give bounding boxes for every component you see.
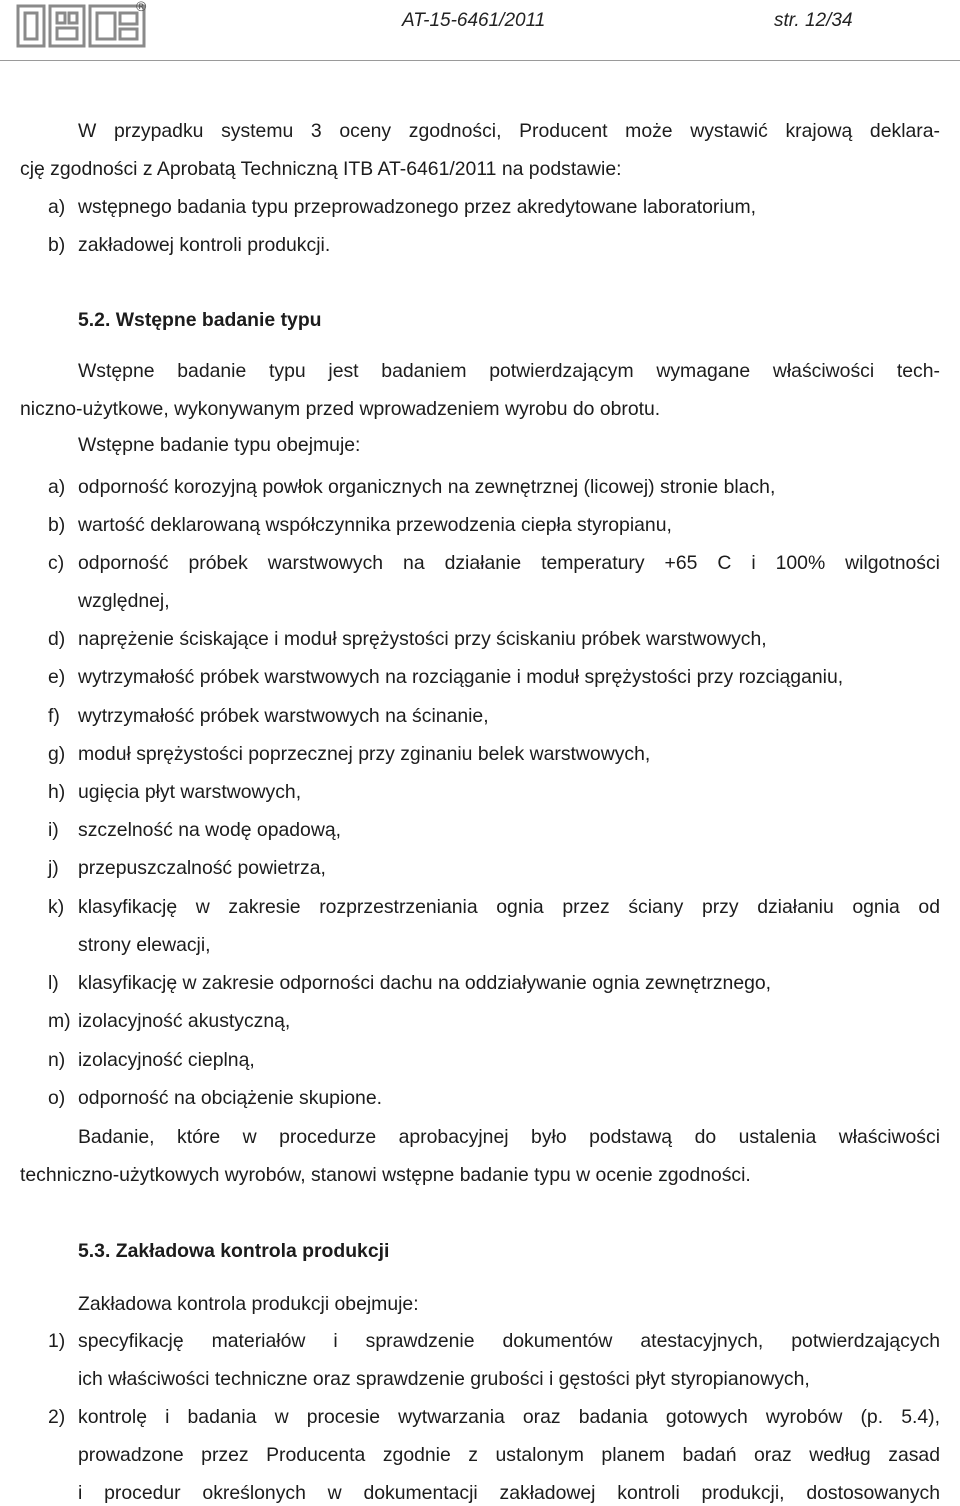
list-item-label: l) xyxy=(48,972,59,994)
intro-line-2: cję zgodności z Aprobatą Techniczną ITB AT-6461/2011 na podstawie: xyxy=(20,158,622,180)
list-item-label: h) xyxy=(48,781,66,803)
list-item-text: wytrzymałość próbek warstwowych na rozciąganie i moduł sprężystości przy rozciąganiu, xyxy=(78,666,844,688)
section52-para1-line1: Wstępne badanie typu jest badaniem potwierdzającym wymagane właściwości tech- xyxy=(78,360,940,382)
list-item-continuation: i procedur określonych w dokumentacji zakładowej kontroli produkcji, dostosowanych xyxy=(78,1482,940,1504)
list-item-label: k) xyxy=(48,896,65,918)
intro-item-text: zakładowej kontroli produkcji. xyxy=(78,234,331,256)
page-number: str. 12/34 xyxy=(774,10,853,31)
list-item-label: g) xyxy=(48,743,66,765)
list-item-label: m) xyxy=(48,1010,71,1032)
list-item-label: n) xyxy=(48,1049,66,1071)
list-item-label: b) xyxy=(48,514,66,536)
list-item-text: odporność korozyjną powłok organicznych na zewnętrznej (licowej) stronie blach, xyxy=(78,476,776,498)
section-heading-5-3: 5.3. Zakładowa kontrola produkcji xyxy=(78,1240,390,1262)
list-item-text: specyfikację materiałów i sprawdzenie dokumentów atestacyjnych, potwierdzających xyxy=(78,1330,940,1352)
list-item-text: wytrzymałość próbek warstwowych na ścinanie, xyxy=(78,705,489,727)
list-item-text: szczelność na wodę opadową, xyxy=(78,819,342,841)
page-header xyxy=(0,0,960,61)
list-item-label: c) xyxy=(48,552,65,574)
section52-para1-line2: niczno-użytkowe, wykonywanym przed wprowadzeniem wyrobu do obrotu. xyxy=(20,398,661,420)
list-item-label: e) xyxy=(48,666,66,688)
list-item-continuation: względnej, xyxy=(78,590,170,612)
list-item-label: d) xyxy=(48,628,66,650)
list-item-text: klasyfikację w zakresie odporności dachu na oddziaływanie ognia zewnętrznego, xyxy=(78,972,772,994)
list-item-text: odporność próbek warstwowych na działanie temperatury +65 C i 100% wilgotności xyxy=(78,552,940,574)
section-heading-5-2: 5.2. Wstępne badanie typu xyxy=(78,309,322,331)
registered-mark: ® xyxy=(136,0,147,14)
list-item-text: izolacyjność akustyczną, xyxy=(78,1010,291,1032)
list-item-text: ugięcia płyt warstwowych, xyxy=(78,781,302,803)
list-item-continuation: ich właściwości techniczne oraz sprawdzenie grubości i gęstości płyt styropianowych, xyxy=(78,1368,810,1390)
list-item-text: izolacyjność cieplną, xyxy=(78,1049,255,1071)
section52-para3-line1: Badanie, które w procedurze aprobacyjnej było podstawą do ustalenia właściwości xyxy=(78,1126,940,1148)
section52-para2: Wstępne badanie typu obejmuje: xyxy=(78,434,361,456)
list-item-label: f) xyxy=(48,705,60,727)
section53-intro: Zakładowa kontrola produkcji obejmuje: xyxy=(78,1293,419,1315)
list-item-label: a) xyxy=(48,476,66,498)
intro-item-text: wstępnego badania typu przeprowadzonego przez akredytowane laboratorium, xyxy=(78,196,757,218)
list-item-label: i) xyxy=(48,819,59,841)
list-item-text: wartość deklarowaną współczynnika przewodzenia ciepła styropianu, xyxy=(78,514,672,536)
list-item-continuation: prowadzone przez Producenta zgodnie z ustalonym planem badań oraz według zasad xyxy=(78,1444,940,1466)
list-item-label: 2) xyxy=(48,1406,66,1428)
intro-line-1: W przypadku systemu 3 oceny zgodności, Producent może wystawić krajową deklara- xyxy=(78,120,940,142)
intro-item-label: b) xyxy=(48,234,66,256)
list-item-text: odporność na obciążenie skupione. xyxy=(78,1087,383,1109)
list-item-continuation: strony elewacji, xyxy=(78,934,211,956)
list-item-label: o) xyxy=(48,1087,66,1109)
list-item-text: kontrolę i badania w procesie wytwarzania oraz badania gotowych wyrobów (p. 5.4), xyxy=(78,1406,940,1428)
section52-para3-line2: techniczno-użytkowych wyrobów, stanowi wstępne badanie typu w ocenie zgodności. xyxy=(20,1164,751,1186)
intro-item-label: a) xyxy=(48,196,66,218)
list-item-text: moduł sprężystości poprzecznej przy zginaniu belek warstwowych, xyxy=(78,743,651,765)
list-item-text: naprężenie ściskające i moduł sprężystości przy ściskaniu próbek warstwowych, xyxy=(78,628,767,650)
list-item-text: przepuszczalność powietrza, xyxy=(78,857,326,879)
list-item-label: j) xyxy=(48,857,59,879)
document-number: AT-15-6461/2011 xyxy=(402,10,546,31)
list-item-label: 1) xyxy=(48,1330,66,1352)
list-item-text: klasyfikację w zakresie rozprzestrzeniania ognia przez ściany przy działaniu ognia od xyxy=(78,896,940,918)
